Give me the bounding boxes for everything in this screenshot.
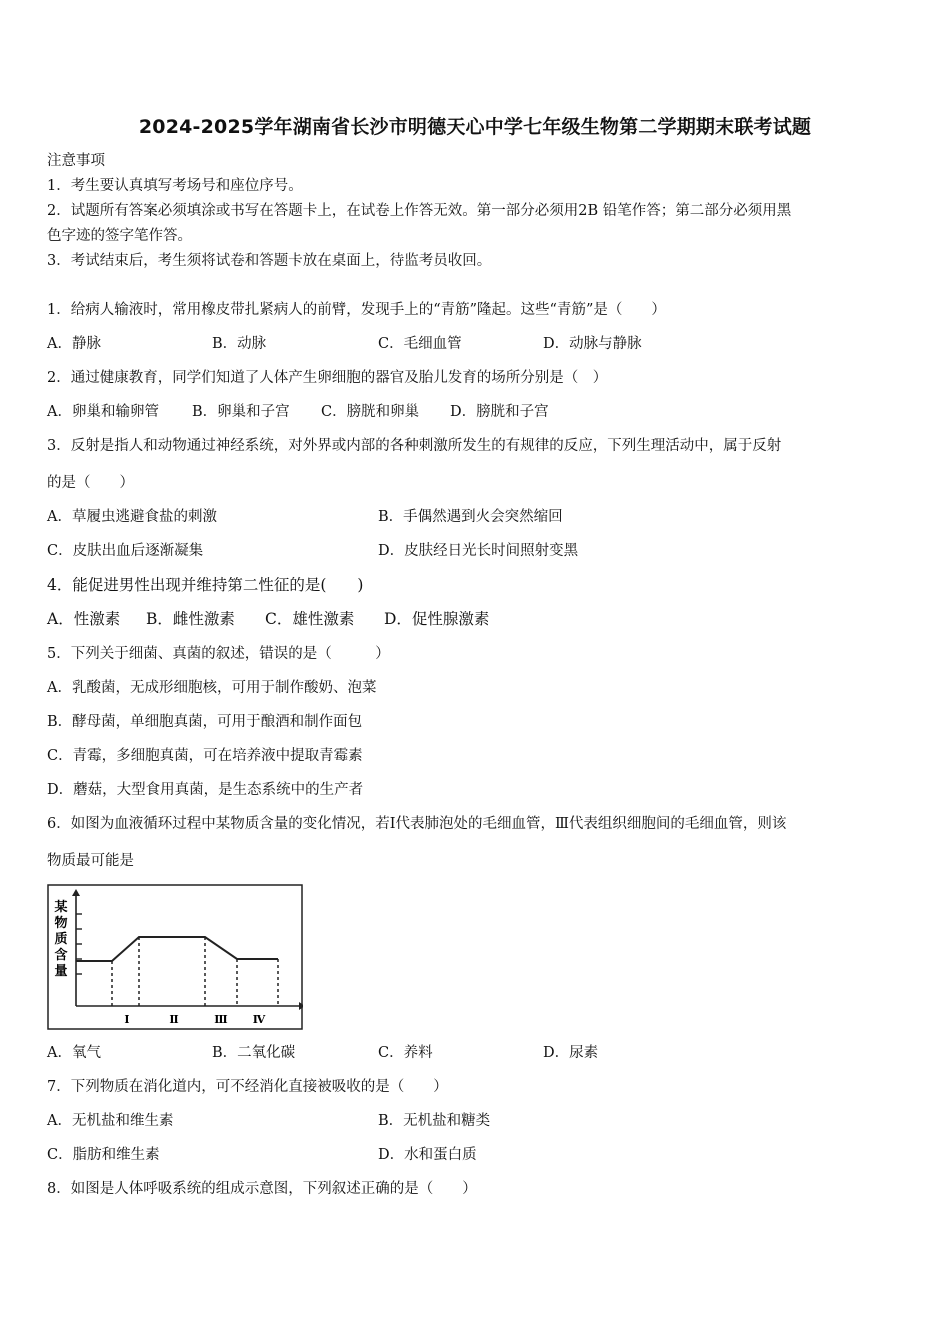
ylabel-char: 质 (54, 932, 68, 947)
content-curve (76, 937, 278, 961)
option-a[interactable]: A．无机盐和维生素 (47, 1113, 174, 1129)
option-c[interactable]: C．养料 (378, 1045, 433, 1061)
option-d[interactable]: D．蘑菇，大型食用真菌，是生态系统中的生产者 (47, 782, 364, 798)
ylabel-char: 物 (54, 916, 68, 931)
option-d[interactable]: D．水和蛋白质 (378, 1147, 477, 1163)
option-c[interactable]: C．青霉，多细胞真菌，可在培养液中提取青霉素 (47, 748, 363, 764)
option-c[interactable]: C．膀胱和卵巢 (321, 404, 420, 420)
option-a[interactable]: A．卵巢和输卵管 (47, 404, 159, 420)
question-stem: 1．给病人输液时，常用橡皮带扎紧病人的前臂，发现手上的“青筋”隆起。这些“青筋”是（ ） (47, 302, 666, 318)
question-stem: 4．能促进男性出现并维持第二性征的是( ) (47, 576, 364, 594)
question-stem: 7．下列物质在消化道内，可不经消化直接被吸收的是（ ） (47, 1079, 448, 1095)
ylabel-char: 某 (54, 900, 68, 915)
xtick-label: Ⅳ (252, 1013, 266, 1026)
option-b[interactable]: B．二氧化碳 (212, 1045, 296, 1061)
question-stem: 2．通过健康教育，同学们知道了人体产生卵细胞的器官及胎儿发育的场所分别是（ ） (47, 370, 608, 386)
page-title: 2024-2025学年湖南省长沙市明德天心中学七年级生物第二学期期末联考试题 (138, 116, 812, 138)
question-stem: 3．反射是指人和动物通过神经系统，对外界或内部的各种刺激所发生的有规律的反应，下列生理活动中，属于反射 (47, 438, 782, 454)
option-c[interactable]: C．毛细血管 (378, 336, 462, 352)
option-b[interactable]: B．动脉 (212, 336, 267, 352)
option-b[interactable]: B．卵巢和子宫 (192, 404, 290, 420)
figure-frame (48, 885, 302, 1029)
option-b[interactable]: B．雌性激素 (146, 610, 235, 628)
question-stem: 5．下列关于细菌、真菌的叙述，错误的是（ ） (47, 646, 390, 662)
option-d[interactable]: D．促性腺激素 (384, 610, 490, 628)
ylabel-char: 量 (54, 964, 68, 979)
option-a[interactable]: A．氧气 (47, 1045, 101, 1061)
notice-item: 3．考试结束后，考生须将试卷和答题卡放在桌面上，待监考员收回。 (47, 253, 492, 269)
option-b[interactable]: B．酵母菌，单细胞真菌，可用于酿酒和制作面包 (47, 714, 363, 730)
option-c[interactable]: C．雄性激素 (265, 610, 355, 628)
option-d[interactable]: D．动脉与静脉 (543, 336, 642, 352)
option-b[interactable]: B．手偶然遇到火会突然缩回 (378, 509, 563, 525)
substance-content-figure (47, 884, 303, 1030)
option-b[interactable]: B．无机盐和糖类 (378, 1113, 491, 1129)
option-a[interactable]: A．草履虫逃避食盐的刺激 (47, 509, 217, 525)
option-d[interactable]: D．尿素 (543, 1045, 599, 1061)
question-stem: 8．如图是人体呼吸系统的组成示意图，下列叙述正确的是（ ） (47, 1181, 477, 1197)
question-stem-cont: 物质最可能是 (47, 853, 134, 869)
notice-heading: 注意事项 (47, 153, 105, 169)
xtick-label: Ⅲ (214, 1013, 228, 1026)
notice-item: 2．试题所有答案必须填涂或书写在答题卡上，在试卷上作答无效。第一部分必须用2B 铅笔作答；第二部分必须用黑 (47, 203, 792, 219)
notice-item: 1．考生要认真填写考场号和座位序号。 (47, 178, 303, 194)
option-c[interactable]: C．皮肤出血后逐渐凝集 (47, 543, 204, 559)
notice-item: 色字迹的签字笔作答。 (47, 228, 192, 244)
option-d[interactable]: D．膀胱和子宫 (450, 404, 549, 420)
ylabel-char: 含 (54, 948, 68, 963)
option-d[interactable]: D．皮肤经日光长时间照射变黑 (378, 543, 579, 559)
option-a[interactable]: A．性激素 (47, 610, 121, 628)
y-axis-arrow (72, 889, 80, 896)
question-stem: 6．如图为血液循环过程中某物质含量的变化情况，若I代表肺泡处的毛细血管，Ⅲ代表组织细胞间的毛细血管，则该 (47, 816, 787, 832)
xtick-label: Ⅰ (124, 1013, 130, 1026)
xtick-label: Ⅱ (169, 1013, 179, 1026)
question-stem-cont: 的是（ ） (47, 475, 134, 491)
option-a[interactable]: A．静脉 (47, 336, 101, 352)
option-a[interactable]: A．乳酸菌，无成形细胞核，可用于制作酸奶、泡菜 (47, 680, 377, 696)
option-c[interactable]: C．脂肪和维生素 (47, 1147, 160, 1163)
